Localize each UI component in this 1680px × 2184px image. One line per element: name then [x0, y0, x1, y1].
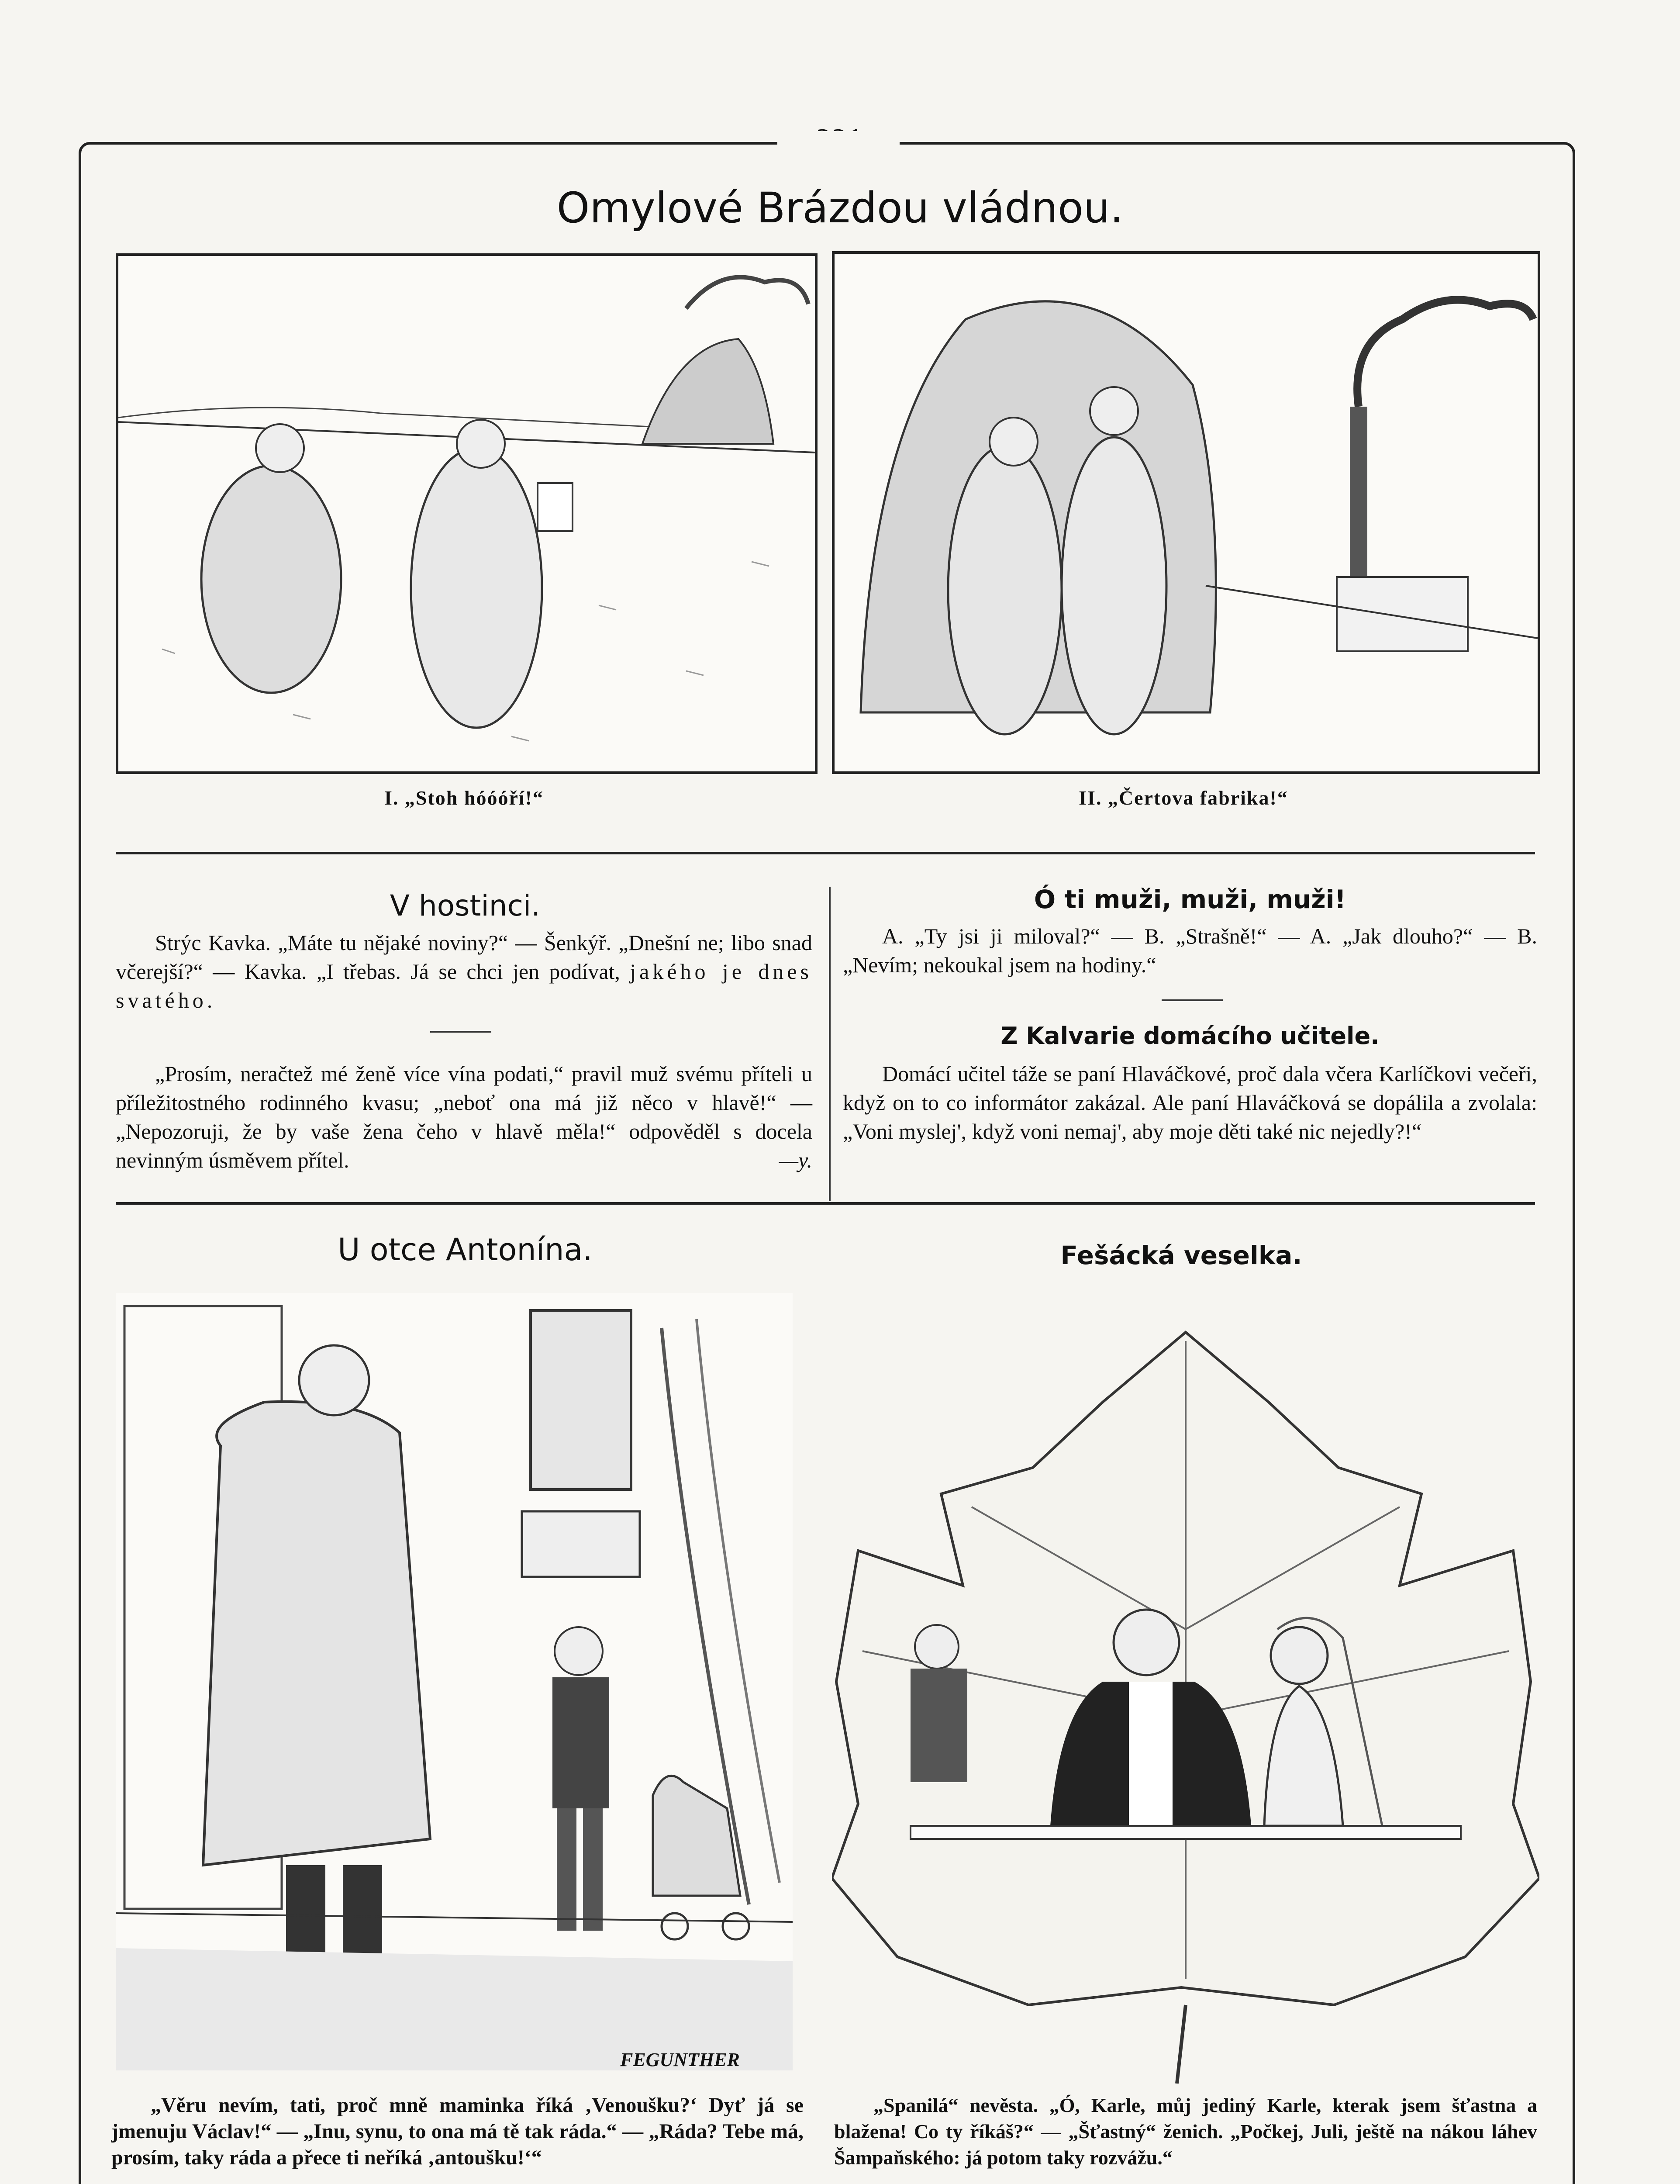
cartoon-heading-otec-antonin: U otce Antonína. — [338, 1232, 593, 1268]
article-kalvarie — [843, 1059, 1537, 1146]
article-anecdote — [116, 1059, 812, 1175]
cartoon-panel-2 — [832, 251, 1540, 774]
article-heading-kalvarie: Z Kalvarie domácího učitele. — [1000, 1022, 1380, 1050]
separator — [1162, 999, 1223, 1001]
cartoon-panel-1 — [116, 253, 818, 774]
artist-signature: FEGUNTHER — [620, 2049, 740, 2070]
caption-fesacka-veselka — [834, 2092, 1537, 2171]
article-v-hostinci — [116, 928, 812, 1015]
panel-1-caption: I. „Stoh hóóóří!“ — [384, 787, 544, 809]
cartoon-illustration-2 — [835, 254, 1538, 771]
separator — [430, 1031, 491, 1033]
panel-2-caption: II. „Čertova fabrika!“ — [1079, 787, 1288, 809]
section-rule — [116, 1202, 1535, 1205]
kalvarie-text: Domácí učitel táže se paní Hlaváčkové, proč dala včera Karlíčkovi večeři, když on to co informátor zakázal. Ale paní Hlaváčková se dopálila a zvolala: „Voni myslej', když voni nemaj', aby moje děti také nic nejedly?!“ — [843, 1061, 1537, 1144]
article-text-spaced: jakého je dnes svatého. — [116, 959, 813, 1013]
cartoon-illustration-fesacka-veselka — [832, 1324, 1539, 2084]
article-text: Strýc Kavka. „Máte tu nějaké noviny?“ — Šenkýř. „Dnešní ne; libo snad včerejší?“ — Kavka. „I třebas. Já se chci jen podívat, — [116, 930, 812, 984]
main-title: Omylové Brázdou vládnou. — [556, 183, 1124, 232]
article-heading-v-hostinci: V hostinci. — [390, 889, 541, 923]
cartoon-illustration-1 — [118, 256, 815, 771]
caption-text: „Věru nevím, tati, proč mně maminka říká ‚Venoušku?‘ Dyť já se jmenuju Václav!“ — „Inu, synu, to ona má tě tak ráda.“ — „Ráda? Tebe má, prosím, taky ráda a přece ti neříká ‚antoušku!‘“ — [111, 2094, 804, 2169]
cartoon-heading-fesacka-veselka: Fešácká veselka. — [1060, 1241, 1302, 1270]
signature: —y. — [779, 1148, 812, 1172]
article-heading-muzi: Ó ti muži, muži, muži! — [1034, 885, 1346, 914]
caption-text: „Spanilá“ nevěsta. „Ó, Karle, můj jediný Karle, kterak jsem šťastna a blažena! Co ty říkáš?“ — „Šťastný“ ženich. „Počkej, Juli, ještě na nákou láhev Šampaňského: já potom taky rozvážu.“ — [834, 2094, 1537, 2169]
caption-otec-antonin — [111, 2092, 804, 2171]
cartoon-illustration-otec-antonin — [116, 1293, 793, 2070]
article-muzi — [843, 922, 1537, 979]
section-rule — [116, 852, 1535, 854]
anecdote-text: „Prosím, neračtež mé ženě více vína podati,“ pravil muž svému příteli u příležitostného rodinného kvasu; „neboť ona má již něco v hlavě!“ — „Nepozoruji, že by vaše žena čeho v hlavě měla!“ odpověděl s docela nevinným úsměvem přítel. — [116, 1061, 812, 1172]
muzi-text: A. „Ty jsi ji miloval?“ — B. „Strašně!“ — A. „Jak dlouho?“ — B. „Nevím; nekoukal jsem na hodiny.“ — [843, 924, 1537, 977]
column-divider — [829, 887, 831, 1201]
